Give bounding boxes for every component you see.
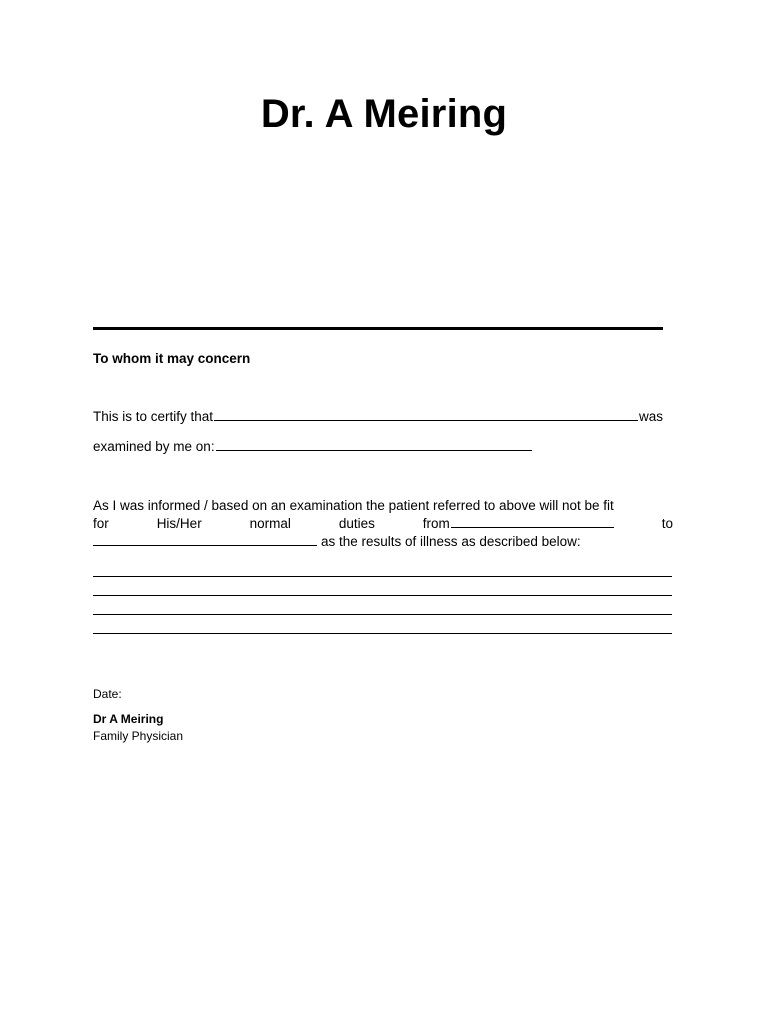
greeting: To whom it may concern bbox=[93, 351, 251, 366]
para-word-from: from bbox=[422, 516, 450, 531]
certify-prefix: This is to certify that bbox=[93, 409, 214, 424]
para-word-for: for bbox=[93, 516, 109, 531]
para-line-1: As I was informed / based on an examination the patient referred to above will not be fit bbox=[93, 498, 614, 513]
description-line[interactable] bbox=[93, 614, 672, 615]
para-results: as the results of illness as described below: bbox=[321, 534, 581, 549]
description-line[interactable] bbox=[93, 595, 672, 596]
para-line-3 bbox=[93, 532, 673, 550]
para-word-normal: normal bbox=[249, 516, 291, 531]
description-line[interactable] bbox=[93, 576, 672, 577]
from-date-blank[interactable] bbox=[451, 514, 614, 528]
para-word-to: to bbox=[661, 516, 673, 531]
signatory-role: Family Physician bbox=[93, 729, 184, 743]
para-line-2 bbox=[93, 514, 673, 532]
fitness-paragraph bbox=[93, 497, 673, 550]
patient-name-blank[interactable] bbox=[214, 407, 638, 421]
para-word-duties: duties bbox=[338, 516, 375, 531]
page-title: Dr. A Meiring bbox=[260, 92, 508, 136]
exam-date-blank[interactable] bbox=[216, 437, 532, 451]
title-divider bbox=[93, 327, 663, 330]
signatory-name: Dr A Meiring bbox=[93, 712, 164, 726]
to-date-blank[interactable] bbox=[93, 532, 317, 546]
date-label: Date: bbox=[93, 687, 122, 701]
examined-line bbox=[93, 437, 532, 455]
certify-suffix: was bbox=[638, 409, 663, 424]
para-word-hisher: His/Her bbox=[156, 516, 202, 531]
examined-prefix: examined by me on: bbox=[93, 439, 215, 454]
description-line[interactable] bbox=[93, 633, 672, 634]
certify-line bbox=[93, 407, 663, 425]
para-from-group bbox=[423, 514, 614, 532]
illness-description-lines[interactable] bbox=[93, 576, 672, 652]
